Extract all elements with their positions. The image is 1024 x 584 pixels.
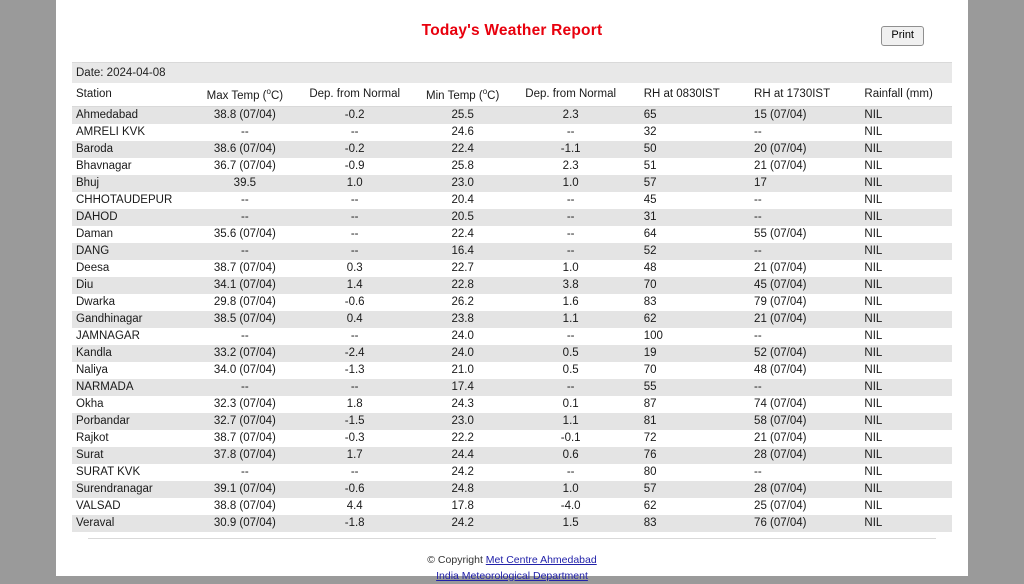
cell-station: Baroda — [76, 142, 114, 155]
cell-dep-min: 0.5 — [562, 363, 579, 376]
cell-dep-max: -0.3 — [344, 431, 365, 444]
cell-dep-max: -0.6 — [344, 295, 365, 308]
cell-station: CHHOTAUDEPUR — [76, 193, 173, 206]
cell-rh-1730: 45 (07/04) — [754, 278, 807, 291]
cell-dep-max: -- — [350, 193, 359, 206]
cell-min-temp: 17.4 — [451, 380, 474, 393]
cell-station: Porbandar — [76, 414, 130, 427]
cell-max-temp: -- — [241, 125, 249, 138]
cell-station: JAMNAGAR — [76, 329, 140, 342]
cell-dep-min: -- — [566, 465, 575, 478]
cell-dep-max: 1.7 — [346, 448, 363, 461]
min-temp-label: Min Temp ( — [426, 89, 483, 102]
cell-max-temp: -- — [241, 210, 249, 223]
cell-dep-max: -0.2 — [344, 142, 365, 155]
column-header-max-temp — [194, 84, 296, 106]
cell-rh-0830: 80 — [643, 465, 657, 478]
cell-dep-min: 1.0 — [562, 261, 579, 274]
max-temp-label: Max Temp ( — [206, 89, 267, 102]
cell-rh-0830: 87 — [643, 397, 657, 410]
cell-station: Rajkot — [76, 431, 109, 444]
cell-station: Veraval — [76, 516, 115, 529]
cell-station: Ahmedabad — [76, 108, 139, 121]
cell-rh-1730: 76 (07/04) — [754, 516, 807, 529]
table-row — [72, 311, 952, 328]
cell-dep-min: -1.1 — [560, 142, 581, 155]
cell-rh-0830: 57 — [643, 176, 657, 189]
cell-rh-1730: -- — [754, 193, 762, 206]
table-row — [72, 106, 952, 124]
cell-max-temp: 38.7 (07/04) — [213, 261, 276, 274]
cell-dep-max: -1.3 — [344, 363, 365, 376]
cell-rh-0830: 62 — [643, 499, 657, 512]
cell-station: Deesa — [76, 261, 110, 274]
cell-min-temp: 22.7 — [451, 261, 474, 274]
cell-max-temp: -- — [241, 329, 249, 342]
table-row — [72, 362, 952, 379]
footer — [72, 553, 952, 584]
cell-dep-max: -1.8 — [344, 516, 365, 529]
cell-max-temp: 34.1 (07/04) — [213, 278, 276, 291]
cell-rainfall: NIL — [864, 176, 883, 189]
cell-max-temp: 32.3 (07/04) — [213, 397, 276, 410]
cell-dep-min: -- — [566, 329, 575, 342]
table-row — [72, 192, 952, 209]
cell-rh-0830: 51 — [643, 159, 657, 172]
cell-rh-0830: 62 — [643, 312, 657, 325]
cell-rh-1730: 21 (07/04) — [754, 431, 807, 444]
cell-rh-1730: 79 (07/04) — [754, 295, 807, 308]
cell-rh-0830: 81 — [643, 414, 657, 427]
weather-table — [72, 84, 952, 532]
cell-rainfall: NIL — [864, 261, 883, 274]
cell-rh-0830: 100 — [643, 329, 663, 342]
cell-min-temp: 26.2 — [451, 295, 474, 308]
table-row — [72, 277, 952, 294]
report-header — [56, 0, 968, 62]
cell-station: SURAT KVK — [76, 465, 141, 478]
cell-dep-max: 1.8 — [346, 397, 363, 410]
cell-min-temp: 24.0 — [451, 329, 474, 342]
cell-dep-min: 1.6 — [562, 295, 579, 308]
cell-dep-min: 1.1 — [562, 312, 579, 325]
cell-dep-max: -- — [350, 329, 359, 342]
cell-dep-max: -1.5 — [344, 414, 365, 427]
cell-rh-0830: 64 — [643, 227, 657, 240]
report-content — [56, 63, 968, 584]
cell-max-temp: 29.8 (07/04) — [213, 295, 276, 308]
table-row — [72, 464, 952, 481]
table-row — [72, 515, 952, 532]
cell-rh-1730: 28 (07/04) — [754, 482, 807, 495]
cell-rh-0830: 32 — [643, 125, 657, 138]
cell-dep-min: 0.1 — [562, 397, 579, 410]
cell-dep-max: -- — [350, 244, 359, 257]
cell-rainfall: NIL — [864, 516, 883, 529]
table-row — [72, 158, 952, 175]
cell-rainfall: NIL — [864, 465, 883, 478]
cell-max-temp: 39.5 — [233, 176, 257, 189]
cell-min-temp: 16.4 — [451, 244, 474, 257]
cell-rh-1730: -- — [754, 125, 762, 138]
table-row — [72, 413, 952, 430]
cell-rh-1730: 74 (07/04) — [754, 397, 807, 410]
cell-rh-0830: 70 — [643, 278, 657, 291]
cell-dep-min: 1.5 — [562, 516, 579, 529]
cell-rh-1730: 20 (07/04) — [754, 142, 807, 155]
cell-min-temp: 22.4 — [451, 227, 474, 240]
column-header-rainfall: Rainfall (mm) — [850, 84, 952, 106]
cell-rainfall: NIL — [864, 312, 883, 325]
degree-symbol-min: o — [482, 87, 488, 96]
cell-station: NARMADA — [76, 380, 134, 393]
cell-dep-min: -0.1 — [560, 431, 581, 444]
column-header-station: Station — [72, 84, 194, 106]
cell-rh-0830: 76 — [643, 448, 657, 461]
cell-dep-min: -- — [566, 244, 575, 257]
print-button[interactable]: Print — [881, 26, 924, 46]
cell-min-temp: 23.8 — [451, 312, 474, 325]
cell-max-temp: 38.8 (07/04) — [213, 108, 276, 121]
footer-line-1 — [72, 553, 952, 569]
cell-dep-max: -- — [350, 227, 359, 240]
cell-dep-min: 3.8 — [562, 278, 579, 291]
cell-dep-max: -- — [350, 465, 359, 478]
cell-dep-max: -0.2 — [344, 108, 365, 121]
cell-station: Gandhinagar — [76, 312, 143, 325]
cell-min-temp: 22.4 — [451, 142, 474, 155]
column-header-dep-min: Dep. from Normal — [512, 84, 630, 106]
degree-symbol-max: o — [266, 87, 271, 96]
cell-rainfall: NIL — [864, 448, 883, 461]
cell-rh-1730: 58 (07/04) — [754, 414, 807, 427]
cell-rh-1730: -- — [754, 210, 762, 223]
cell-min-temp: 24.6 — [451, 125, 474, 138]
cell-rh-0830: 70 — [643, 363, 657, 376]
min-temp-label-tail: C) — [487, 89, 500, 102]
cell-dep-max: -2.4 — [344, 346, 365, 359]
cell-dep-min: 2.3 — [562, 159, 579, 172]
cell-rh-1730: 25 (07/04) — [754, 499, 807, 512]
cell-max-temp: 38.8 (07/04) — [213, 499, 276, 512]
cell-rainfall: NIL — [864, 244, 883, 257]
table-row — [72, 447, 952, 464]
cell-rh-0830: 45 — [643, 193, 657, 206]
table-row — [72, 226, 952, 243]
column-header-rh-0830: RH at 0830IST — [630, 84, 740, 106]
cell-min-temp: 20.4 — [451, 193, 474, 206]
cell-dep-max: -- — [350, 210, 359, 223]
cell-max-temp: -- — [241, 380, 249, 393]
cell-station: Dwarka — [76, 295, 115, 308]
cell-dep-max: -- — [350, 380, 359, 393]
cell-rh-1730: 17 — [754, 176, 767, 189]
cell-min-temp: 21.0 — [451, 363, 474, 376]
cell-rh-1730: 55 (07/04) — [754, 227, 807, 240]
cell-min-temp: 22.2 — [451, 431, 474, 444]
cell-max-temp: 36.7 (07/04) — [213, 159, 276, 172]
cell-station: AMRELI KVK — [76, 125, 146, 138]
cell-max-temp: 38.5 (07/04) — [213, 312, 276, 325]
table-body — [72, 106, 952, 532]
table-row — [72, 209, 952, 226]
cell-rh-0830: 52 — [643, 244, 657, 257]
cell-rh-1730: 52 (07/04) — [754, 346, 807, 359]
table-row — [72, 396, 952, 413]
cell-min-temp: 25.5 — [451, 108, 474, 121]
cell-rh-0830: 50 — [643, 142, 657, 155]
cell-dep-max: 1.0 — [346, 176, 363, 189]
max-temp-label-tail: C) — [270, 89, 284, 102]
cell-rainfall: NIL — [864, 397, 883, 410]
cell-dep-min: 1.0 — [562, 482, 579, 495]
table-row — [72, 379, 952, 396]
cell-station: VALSAD — [76, 499, 121, 512]
table-row — [72, 345, 952, 362]
cell-dep-max: 0.3 — [346, 261, 363, 274]
cell-dep-min: -- — [566, 380, 575, 393]
cell-min-temp: 24.2 — [451, 516, 474, 529]
cell-rh-0830: 57 — [643, 482, 657, 495]
cell-rainfall: NIL — [864, 380, 883, 393]
cell-rh-0830: 19 — [643, 346, 657, 359]
cell-max-temp: 35.6 (07/04) — [213, 227, 276, 240]
cell-max-temp: 38.6 (07/04) — [213, 142, 276, 155]
cell-max-temp: -- — [241, 193, 249, 206]
cell-rainfall: NIL — [864, 227, 883, 240]
cell-rh-1730: -- — [754, 244, 762, 257]
cell-station: DANG — [76, 244, 110, 257]
column-header-min-temp — [414, 84, 512, 106]
cell-station: Surat — [76, 448, 104, 461]
table-row — [72, 124, 952, 141]
table-row — [72, 328, 952, 345]
column-header-rh-1730: RH at 1730IST — [740, 84, 850, 106]
cell-dep-min: -4.0 — [560, 499, 581, 512]
cell-rainfall: NIL — [864, 499, 883, 512]
cell-max-temp: 32.7 (07/04) — [213, 414, 276, 427]
cell-max-temp: 38.7 (07/04) — [213, 431, 276, 444]
cell-rh-1730: 15 (07/04) — [754, 108, 807, 121]
footer-line-2: India Meteorological Department — [436, 569, 588, 582]
cell-dep-max: 1.4 — [346, 278, 363, 291]
met-centre-link[interactable]: Met Centre Ahmedabad — [485, 553, 597, 566]
cell-station: DAHOD — [76, 210, 118, 223]
cell-dep-max: -0.6 — [344, 482, 365, 495]
cell-dep-min: 1.1 — [562, 414, 579, 427]
cell-dep-min: 0.6 — [562, 448, 579, 461]
cell-dep-min: 0.5 — [562, 346, 579, 359]
cell-dep-min: -- — [566, 227, 575, 240]
cell-station: Diu — [76, 278, 94, 291]
cell-rh-0830: 48 — [643, 261, 657, 274]
cell-rh-1730: 48 (07/04) — [754, 363, 807, 376]
cell-rainfall: NIL — [864, 329, 883, 342]
cell-rh-0830: 83 — [643, 516, 657, 529]
cell-station: Naliya — [76, 363, 108, 376]
cell-dep-min: 2.3 — [562, 108, 579, 121]
cell-station: Bhavnagar — [76, 159, 132, 172]
copyright-text: © Copyright — [427, 553, 486, 566]
cell-station: Kandla — [76, 346, 112, 359]
cell-station: Okha — [76, 397, 104, 410]
cell-min-temp: 24.4 — [451, 448, 474, 461]
cell-rainfall: NIL — [864, 431, 883, 444]
table-row — [72, 260, 952, 277]
cell-station: Daman — [76, 227, 114, 240]
cell-max-temp: -- — [241, 465, 249, 478]
cell-rh-1730: 21 (07/04) — [754, 261, 807, 274]
cell-rainfall: NIL — [864, 193, 883, 206]
cell-max-temp: 34.0 (07/04) — [213, 363, 276, 376]
cell-rh-0830: 72 — [643, 431, 657, 444]
cell-rh-1730: -- — [754, 329, 762, 342]
cell-rh-0830: 55 — [643, 380, 657, 393]
table-head — [72, 84, 952, 106]
cell-rainfall: NIL — [864, 125, 883, 138]
cell-rh-0830: 83 — [643, 295, 657, 308]
cell-max-temp: -- — [241, 244, 249, 257]
cell-rh-1730: 28 (07/04) — [754, 448, 807, 461]
table-row — [72, 175, 952, 192]
table-header-row — [72, 84, 952, 106]
cell-rainfall: NIL — [864, 295, 883, 308]
cell-station: Bhuj — [76, 176, 100, 189]
cell-rainfall: NIL — [864, 108, 883, 121]
cell-rainfall: NIL — [864, 346, 883, 359]
cell-rh-0830: 31 — [643, 210, 657, 223]
cell-min-temp: 24.0 — [451, 346, 474, 359]
cell-min-temp: 24.8 — [451, 482, 474, 495]
cell-rh-0830: 65 — [643, 108, 657, 121]
table-row — [72, 481, 952, 498]
table-row — [72, 294, 952, 311]
page-title: Today's Weather Report — [421, 22, 603, 39]
table-row — [72, 498, 952, 515]
cell-max-temp: 33.2 (07/04) — [213, 346, 276, 359]
cell-dep-min: 1.0 — [562, 176, 579, 189]
cell-min-temp: 23.0 — [451, 414, 474, 427]
table-row — [72, 430, 952, 447]
cell-rainfall: NIL — [864, 363, 883, 376]
cell-rh-1730: 21 (07/04) — [754, 312, 807, 325]
cell-dep-min: -- — [566, 193, 575, 206]
cell-dep-max: 4.4 — [346, 499, 363, 512]
cell-rh-1730: -- — [754, 380, 762, 393]
cell-min-temp: 23.0 — [451, 176, 474, 189]
cell-dep-max: 0.4 — [346, 312, 363, 325]
cell-dep-max: -- — [350, 125, 359, 138]
footer-divider — [88, 538, 936, 539]
cell-max-temp: 39.1 (07/04) — [213, 482, 276, 495]
cell-rainfall: NIL — [864, 482, 883, 495]
table-row — [72, 243, 952, 260]
cell-rainfall: NIL — [864, 142, 883, 155]
cell-min-temp: 24.3 — [451, 397, 474, 410]
cell-rainfall: NIL — [864, 414, 883, 427]
cell-min-temp: 17.8 — [451, 499, 474, 512]
cell-dep-min: -- — [566, 125, 575, 138]
cell-max-temp: 30.9 (07/04) — [213, 516, 276, 529]
cell-rh-1730: -- — [754, 465, 762, 478]
cell-dep-min: -- — [566, 210, 575, 223]
report-date: Date: 2024-04-08 — [72, 63, 952, 84]
cell-rh-1730: 21 (07/04) — [754, 159, 807, 172]
cell-station: Surendranagar — [76, 482, 153, 495]
table-row — [72, 141, 952, 158]
cell-max-temp: 37.8 (07/04) — [213, 448, 276, 461]
report-page — [56, 0, 968, 582]
column-header-dep-max: Dep. from Normal — [296, 84, 414, 106]
cell-min-temp: 24.2 — [451, 465, 474, 478]
cell-rainfall: NIL — [864, 159, 883, 172]
cell-min-temp: 20.5 — [451, 210, 474, 223]
cell-dep-max: -0.9 — [344, 159, 365, 172]
cell-rainfall: NIL — [864, 278, 883, 291]
cell-min-temp: 25.8 — [451, 159, 474, 172]
cell-min-temp: 22.8 — [451, 278, 474, 291]
cell-rainfall: NIL — [864, 210, 883, 223]
